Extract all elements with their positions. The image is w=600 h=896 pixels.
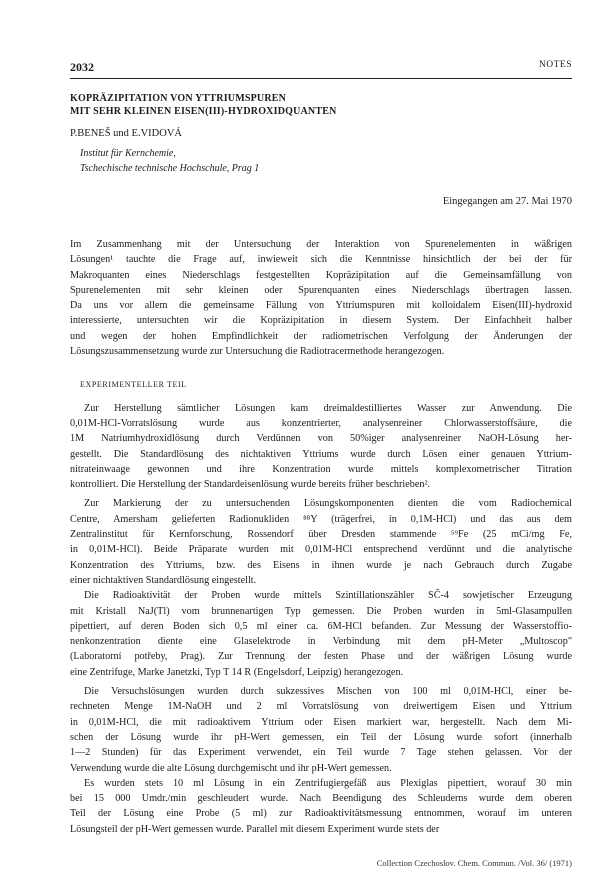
text-line: Die Versuchslösungen wurden durch sukzessives Mischen von 100 ml 0,01M-HCl, einer be- xyxy=(84,686,572,698)
intro-paragraph xyxy=(70,237,572,359)
header-rule xyxy=(70,78,572,79)
text-line: gestellt. Die Standardlösung des nichtaktiven Yttriums wurde durch Lösen einer genauen Yttrium- xyxy=(70,448,572,460)
text-line: nitrateinwaage gewonnen und ihre Konzentration wurde mittels komplexometrischer Titration xyxy=(70,463,572,475)
affiliation xyxy=(80,146,259,176)
affiliation-line: Institut für Kernchemie, xyxy=(80,148,176,159)
text-line: eine Zentrifuge, Marke Janetzki, Typ T 14 R (Engelsdorf, Leipzig) herangezogen. xyxy=(70,666,404,678)
title-line: MIT SEHR KLEINEN EISEN(III)-HYDROXIDQUANTEN xyxy=(70,106,337,117)
text-line: Spurenelementen mit sehr kleinen oder Spurenquanten eines Niederschlags übertragen lassen. xyxy=(70,284,572,296)
section-name: NOTES xyxy=(538,60,572,70)
title-line: KOPRÄZIPITATION VON YTTRIUMSPUREN xyxy=(70,93,287,104)
text-line: rechneten Menge 1M-NaOH und 2 ml Vorratslösung von dreiwertigem Eisen und Yttrium xyxy=(70,701,572,713)
text-line: Makroquanten eines Niederschlags festgestellten Kopräzipitation auf die Gemeinsamfällung von xyxy=(70,269,572,281)
paragraph xyxy=(70,776,572,837)
text-line: nenkonzentration diente eine Glaselektrode in Verbindung mit dem pH-Meter „Multoscop" xyxy=(70,636,572,648)
text-line: interessierte, untersuchten wir die Kopräzipitation in diesem System. Der Einfachheit halber xyxy=(70,315,572,327)
text-line: Zentralinstitut für Kernforschung, Rossendorf über Dresden stammende ⁵⁹Fe (25 mCi/mg Fe, xyxy=(70,529,572,541)
article-body xyxy=(70,237,572,837)
text-line: in 0,01M-HCl, die mit radioaktivem Yttrium oder Eisen markiert war, hergestellt. Nach dem Mi- xyxy=(70,716,572,728)
text-line: Centre, Amersham gelieferten Radionukliden ⁸⁸Y (trägerfrei, in 0,1M-HCl) und das aus dem xyxy=(70,513,572,525)
text-line: Zur Markierung der zu untersuchenden Lösungskomponenten dienten die vom Radiochemical xyxy=(84,498,572,510)
text-line: 1M Natriumhydroxidlösung durch Verdünnen von 50%iger analysenreiner NaOH-Lösung her- xyxy=(70,433,572,445)
running-header xyxy=(70,60,572,74)
text-line: Im Zusammenhang mit der Untersuchung der Interaktion von Spurenelementen in wäßrigen xyxy=(70,239,572,250)
page-number: 2032 xyxy=(70,60,94,74)
text-line: schen der Lösung wurde ihr pH-Wert gemessen, ein Teil der Lösung wurde sofort (innerhalb xyxy=(70,731,572,743)
article-title xyxy=(70,92,572,118)
authors: P.BENEŠ und E.VIDOVÁ xyxy=(70,128,183,139)
text-line: Zur Herstellung sämtlicher Lösungen kam dreimaldestilliertes Wasser zur Anwendung. Die xyxy=(84,402,572,414)
text-line: und wegen der hohen Empfindlichkeit der radiometrischen Verfolgung der Änderungen der xyxy=(70,330,572,342)
section-heading: EXPERIMENTELLER TEIL xyxy=(80,380,187,390)
text-line: Lösungsteil der pH-Wert gemessen wurde. Parallel mit diesem Experiment wurde stets der xyxy=(70,823,440,835)
text-line: mit Kristall NaJ(Tl) vom brunnenartigen Typ gemessen. Die Proben wurden in 5ml-Glasampullen xyxy=(70,605,572,617)
paragraph xyxy=(70,496,572,588)
text-line: pipettiert, auf deren Boden sich 0,5 ml einer ca. 6M-HCl befanden. Zur Messung der Wasserstoffio- xyxy=(70,620,572,632)
text-line: (Laboratorní potřeby, Prag). Zur Trennung der festen Phase und der wäßrigen Lösung wurde xyxy=(70,651,572,663)
text-line: Lösungszusammensetzung wurde zur Untersuchung die Radiotracermethode herangezogen. xyxy=(70,346,445,358)
text-line: kontrolliert. Die Herstellung der Standardeisenlösung wurde bereits früher beschrieben². xyxy=(70,479,431,491)
text-line: Verwendung wurde die alte Lösung durchgemischt und ihr pH-Wert gemessen. xyxy=(70,762,392,774)
paragraph xyxy=(70,684,572,776)
text-line: Teil der Lösung eine Probe (5 ml) zur Radioaktivitätsmessung entnommen, worauf im unteren xyxy=(70,808,572,820)
received-date: Eingegangen am 27. Mai 1970 xyxy=(442,196,572,207)
text-line: Lösungen¹ tauchte die Frage auf, inwieweit sich die Kenntnisse hinsichtlich der bei der für xyxy=(70,254,572,266)
text-line: bei 15 000 Umdr./min geschleudert wurde. Nach Beendigung des Schleuderns wurde dem oberen xyxy=(70,793,572,805)
text-line: in 0,01M-HCl). Beide Präparate wurden mit 0,01M-HCl entsprechend verdünnt und die analytische xyxy=(70,544,572,556)
text-line: Es wurden stets 10 ml Lösung in ein Zentrifugiergefäß aus Plexiglas pipettiert, worauf 30 min xyxy=(84,777,572,789)
text-line: 1—2 Stunden) für das Experiment verwendet, ein Teil wurde 7 Tage stehen gelassen. Vor der xyxy=(70,747,572,759)
text-line: 0,01M-HCl-Vorratslösung wurde aus konzentrierter, analysenreiner Chlorwasserstoffsäure, die xyxy=(70,417,572,429)
text-line: einer nichtaktiven Standardlösung eingestellt. xyxy=(70,574,257,586)
journal-citation-footer: Collection Czechoslov. Chem. Commun. /Vol. 36/ (1971) xyxy=(376,858,572,868)
text-line: Da uns vor allem die gemeinsame Fällung von Yttriumspuren mit kolloidalem Eisen(III)-hydroxid xyxy=(70,300,572,312)
paragraph xyxy=(70,401,572,493)
paragraph xyxy=(70,588,572,680)
text-line: Die Radioaktivität der Proben wurde mittels Szintillationszähler SČ-4 sowjetischer Erzeugung xyxy=(84,590,572,602)
affiliation-line: Tschechische technische Hochschule, Prag 1 xyxy=(80,163,260,174)
text-line: Konzentration des Yttriums, bzw. des Eisens in ihnen wurde je nach Gebrauch durch Zugabe xyxy=(70,559,572,571)
